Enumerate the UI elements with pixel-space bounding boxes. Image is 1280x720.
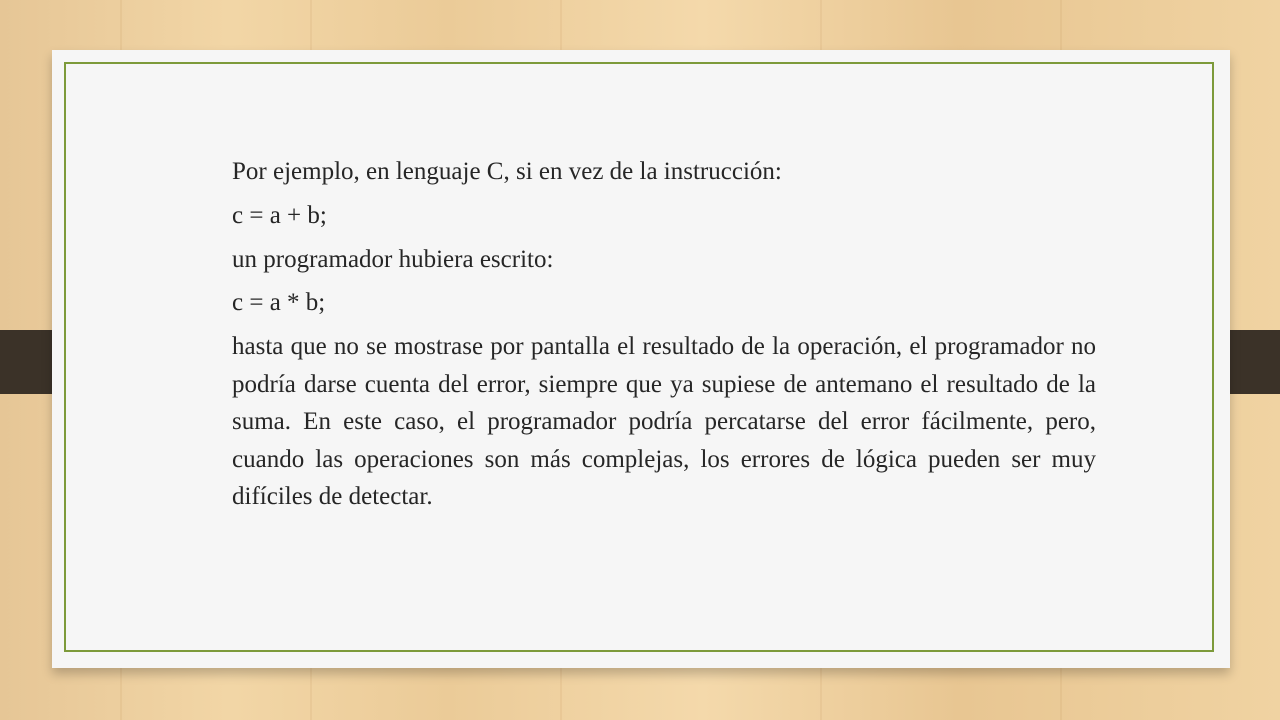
explanation-paragraph: hasta que no se mostrase por pantalla el resultado de la operación, el programador no podría darse cuenta del error, siempre que ya supiese de antemano el resultado de la suma. En este caso, el programador podría percatarse del error fácilmente, pero, cuando las operaciones son más complejas, los errores de lógica pueden ser muy difíciles de detectar. xyxy=(232,333,1096,510)
transition-line: un programador hubiera escrito: xyxy=(232,245,554,273)
slide-content xyxy=(232,153,1096,516)
slide-paper xyxy=(52,50,1230,668)
code-line-error: c = a * b; xyxy=(232,289,326,317)
code-line-original: c = a + b; xyxy=(232,201,327,229)
intro-line: Por ejemplo, en lenguaje C, si en vez de la instrucción: xyxy=(232,158,782,185)
